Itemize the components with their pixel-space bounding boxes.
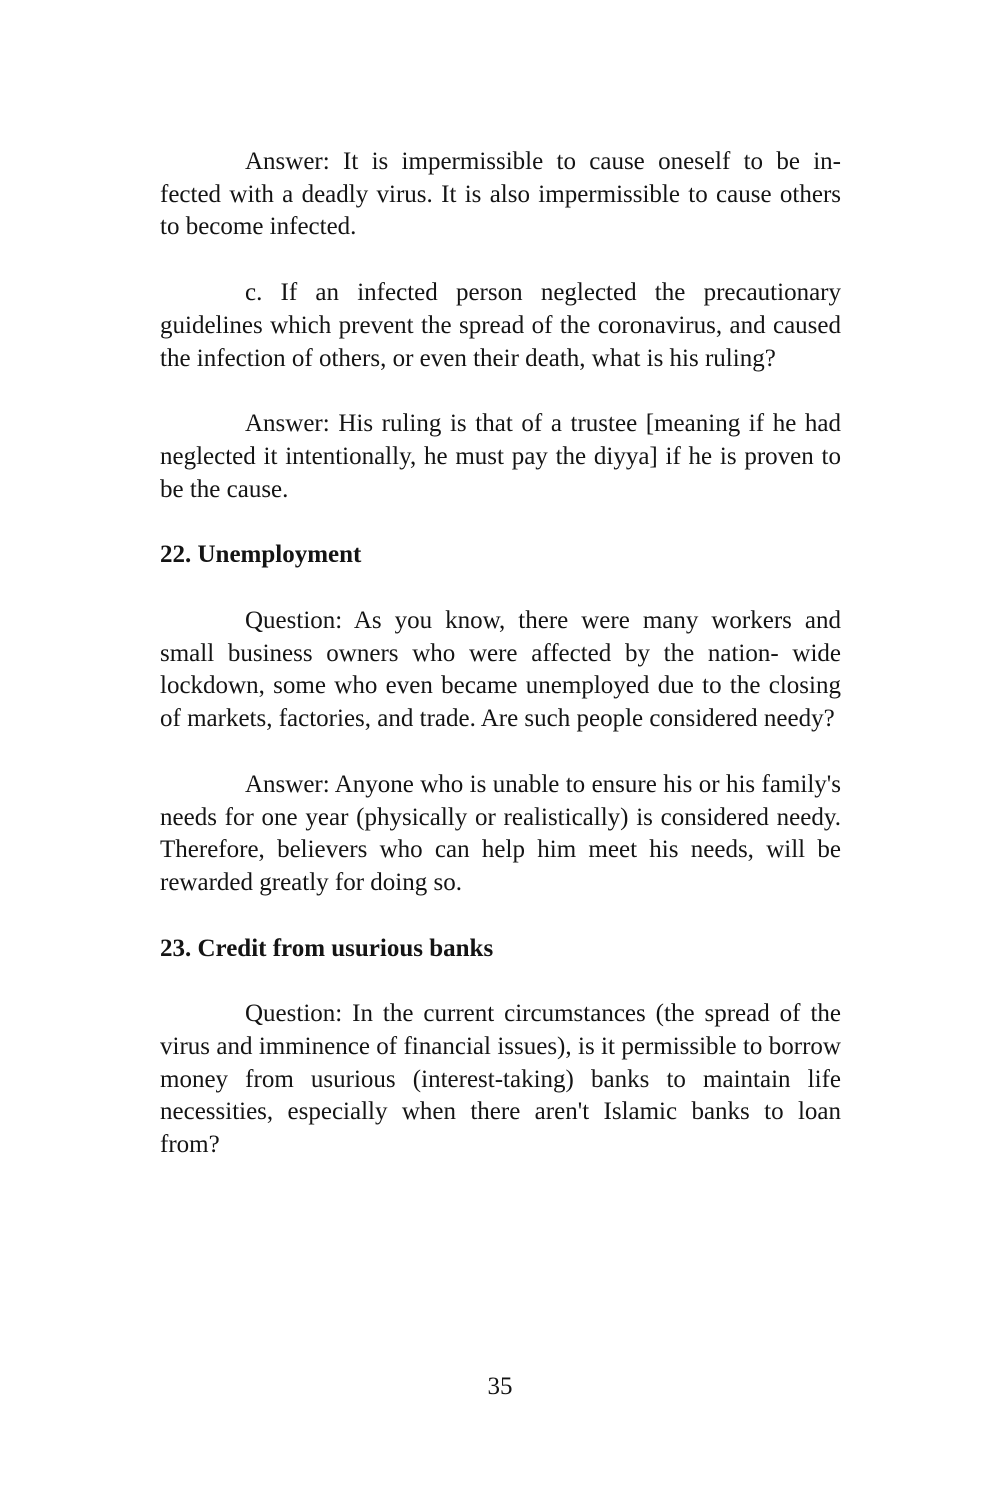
section-heading: 23. Credit from usurious banks	[160, 934, 494, 962]
answer-paragraph: Answer: It is impermissible to cause oneself to be in- fected with a deadly virus. It is also impermissible to cause others to become infected.	[160, 148, 841, 241]
question-paragraph: Question: In the current circumstances (the spread of the virus and imminence of financial issues), is it permissible to borrow money from usurious (interest-taking) banks to maintain life necessities, especially when there aren't Islamic banks to loan from?	[160, 1000, 841, 1159]
section-heading: 22. Unemployment	[160, 541, 362, 569]
question-paragraph: Question: As you know, there were many workers and small business owners who were affected by the nation- wide lockdown, some who even became unemployed due to the closing of markets, factories, and trade. Are such people considered needy?	[160, 607, 841, 733]
page-body	[160, 146, 841, 1162]
answer-paragraph: Answer: His ruling is that of a trustee [meaning if he had neglected it intentionally, he must pay the diyya] if he is proven to be the cause.	[160, 410, 841, 503]
question-paragraph: c. If an infected person neglected the precautionary guidelines which prevent the spread of the coronavirus, and caused the infection of others, or even their death, what is his ruling?	[160, 279, 841, 372]
page-number: 35	[487, 1373, 513, 1400]
answer-paragraph: Answer: Anyone who is unable to ensure his or his family's needs for one year (physically or realistically) is considered needy. Therefore, believers who can help him meet his needs, will be rewarded greatly for doing so.	[160, 770, 841, 896]
